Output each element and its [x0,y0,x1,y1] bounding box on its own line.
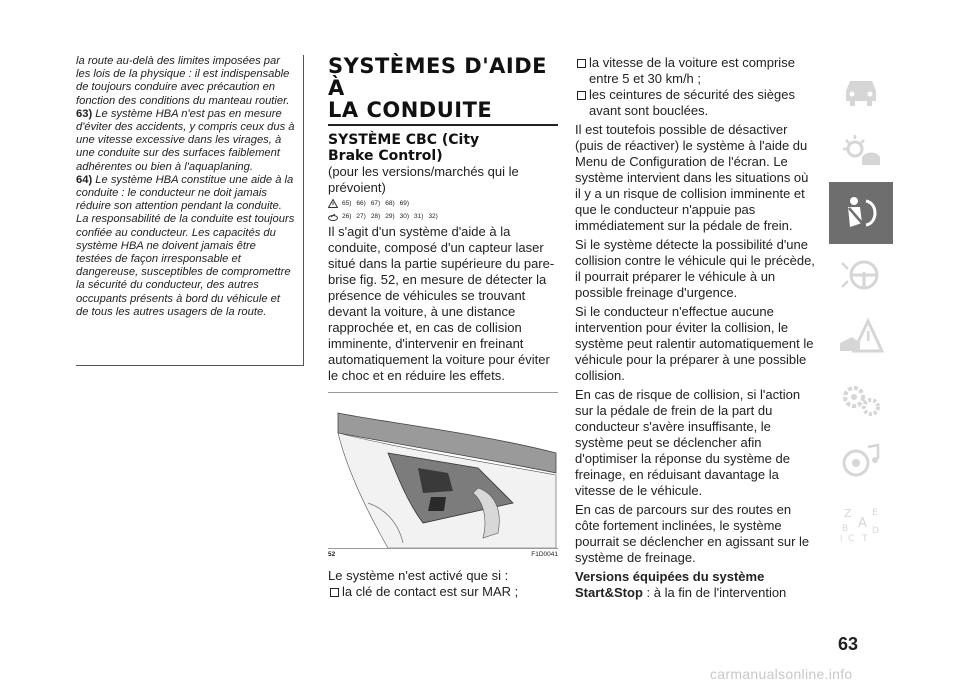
index-letter: B [842,524,849,534]
note-number: 64) [76,173,93,186]
main-column [328,55,558,600]
note-paragraph [76,174,295,319]
activation-conditions-list [328,584,558,600]
right-column [575,55,815,601]
dashboard-lights-icon [838,131,884,171]
car-front-icon [838,69,884,109]
tab-service[interactable] [829,368,893,430]
tab-seatbelt-airbag[interactable] [829,182,893,244]
figure-number: 52 [328,551,336,558]
body-paragraph: Si le système détecte la possibilité d'une collision contre le véhicule qui le précède, il pourrait préparer le véhicule à un possible freinage d'urgence. [575,237,815,300]
index-letter: I [840,534,843,543]
caution-refs-row: 26) 27) 28) 29) 30) 31) 32) [328,211,558,222]
list-item: la vitesse de la voiture est comprise entre 5 et 30 km/h ; [575,55,815,87]
note-text: Le système HBA n'est pas en mesure d'éviter des accidents, y compris ceux dus à une vitesse excessive dans les virages, à une conduite sur des surfaces faiblement adhérentes ou bien à l'aquaplaning. [76,107,295,173]
intro-text: (pour les versions/marchés qui le prévoient) [328,164,519,195]
caution-icon [328,212,338,221]
body-paragraph: En cas de parcours sur des routes en côte fortement inclinées, le système pourrait se déclencher en agissant sur le système de freinage. [575,502,810,565]
index-letter: D [872,526,879,536]
index-letter: E [872,508,878,518]
warning-icon [328,199,338,208]
square-bullet-icon [577,91,586,100]
list-item: les ceintures de sécurité des sièges avant sont bouclées. [575,87,815,119]
tab-car-front[interactable] [829,58,893,120]
tab-steering[interactable] [829,244,893,306]
tab-dashboard-lights[interactable] [829,120,893,182]
note-text: Le système HBA constitue une aide à la conduite : le conducteur ne doit jamais réduire son attention pendant la conduite. La responsabilité de la conduite est toujours confiée au conducteur. Les capacités du système HBA ne doivent jamais être testées de façon irresponsable et dangereuse, susceptibles de compromettre la sécurité du conducteur, des autres occupants présents à bord du véhicule et de tous les autres usagers de la route. [76,173,295,318]
laser-sensor-illustration [328,393,558,548]
tab-index[interactable] [829,492,893,554]
index-letters-icon [838,503,884,543]
square-bullet-icon [577,59,586,68]
note-paragraph [76,108,295,174]
watermark: carmanualsonline.info [710,666,853,682]
seatbelt-airbag-icon [838,193,884,233]
note-paragraph: la route au-delà des limites imposées par les lois de la physique : il est indispensable de toujours conduire avec précaution en fonction des conditions du manteau routier. [76,55,290,107]
body-paragraph: Versions équipées du système Start&Stop : à la fin de l'intervention [575,569,787,600]
figure-windshield-sensor [328,392,558,549]
page-number: 63 [838,634,859,654]
tab-warning[interactable] [829,306,893,368]
multimedia-icon [838,441,884,481]
subsection-title: SYSTÈME CBC (City Brake Control) [328,132,480,164]
service-gears-icon [838,379,884,419]
inline-heading: Versions équipées du système Start&Stop [575,569,765,600]
body-paragraph: Si le conducteur n'effectue aucune intervention pour éviter la collision, le système peut ralentir automatiquement le véhicule pour la préparer à une possible collision. [575,304,814,383]
body-text: Il s'agit d'un système d'aide à la conduite, composé d'un capteur laser situé dans la partie supérieure du pare-brise fig. 52, en mesure de détecter la présence de véhicules se trouvant devant la voiture, à une distance rapprochée et, en cas de collision imminente, d'intervenir en freinant automatiquement la voiture pour éviter le choc et en réduire les effets. [328,224,555,383]
list-item: la clé de contact est sur MAR ; [328,584,558,600]
index-letter: A [858,516,867,531]
note-number: 63) [76,107,93,120]
index-letter: T [862,534,868,543]
section-title: SYSTÈMES D'AIDE À LA CONDUITE [328,54,548,122]
figure-caption [328,551,558,558]
warning-triangle-icon [838,317,884,357]
warning-refs-row: 65) 66) 67) 68) 69) [328,198,558,209]
body-paragraph: Il est toutefois possible de désactiver (puis de réactiver) le système à l'aide du Menu de Configuration de l'écran. Le système intervient dans les situations où il y a un risque de collision imminente et que le conducteur n'appuie pas immédiatement sur la pédale de frein. [575,122,809,233]
square-bullet-icon [330,588,339,597]
chapter-tabs [829,58,893,554]
title-rule [328,124,558,126]
activation-intro: Le système n'est activé que si : [328,568,509,583]
tab-multimedia[interactable] [829,430,893,492]
index-letter: C [848,534,855,543]
steering-icon [838,255,884,295]
notes-column [76,55,304,366]
figure-code: F1D0041 [531,551,558,558]
activation-conditions-list-cont [575,55,815,119]
index-letter: Z [844,507,852,520]
body-paragraph: En cas de risque de collision, si l'action sur la pédale de frein de la part du conducteur s'avère insuffisante, le système peut se déclencher afin d'optimiser la réponse du système de freinage, en réduisant davantage la vitesse de le véhicule. [575,387,801,498]
